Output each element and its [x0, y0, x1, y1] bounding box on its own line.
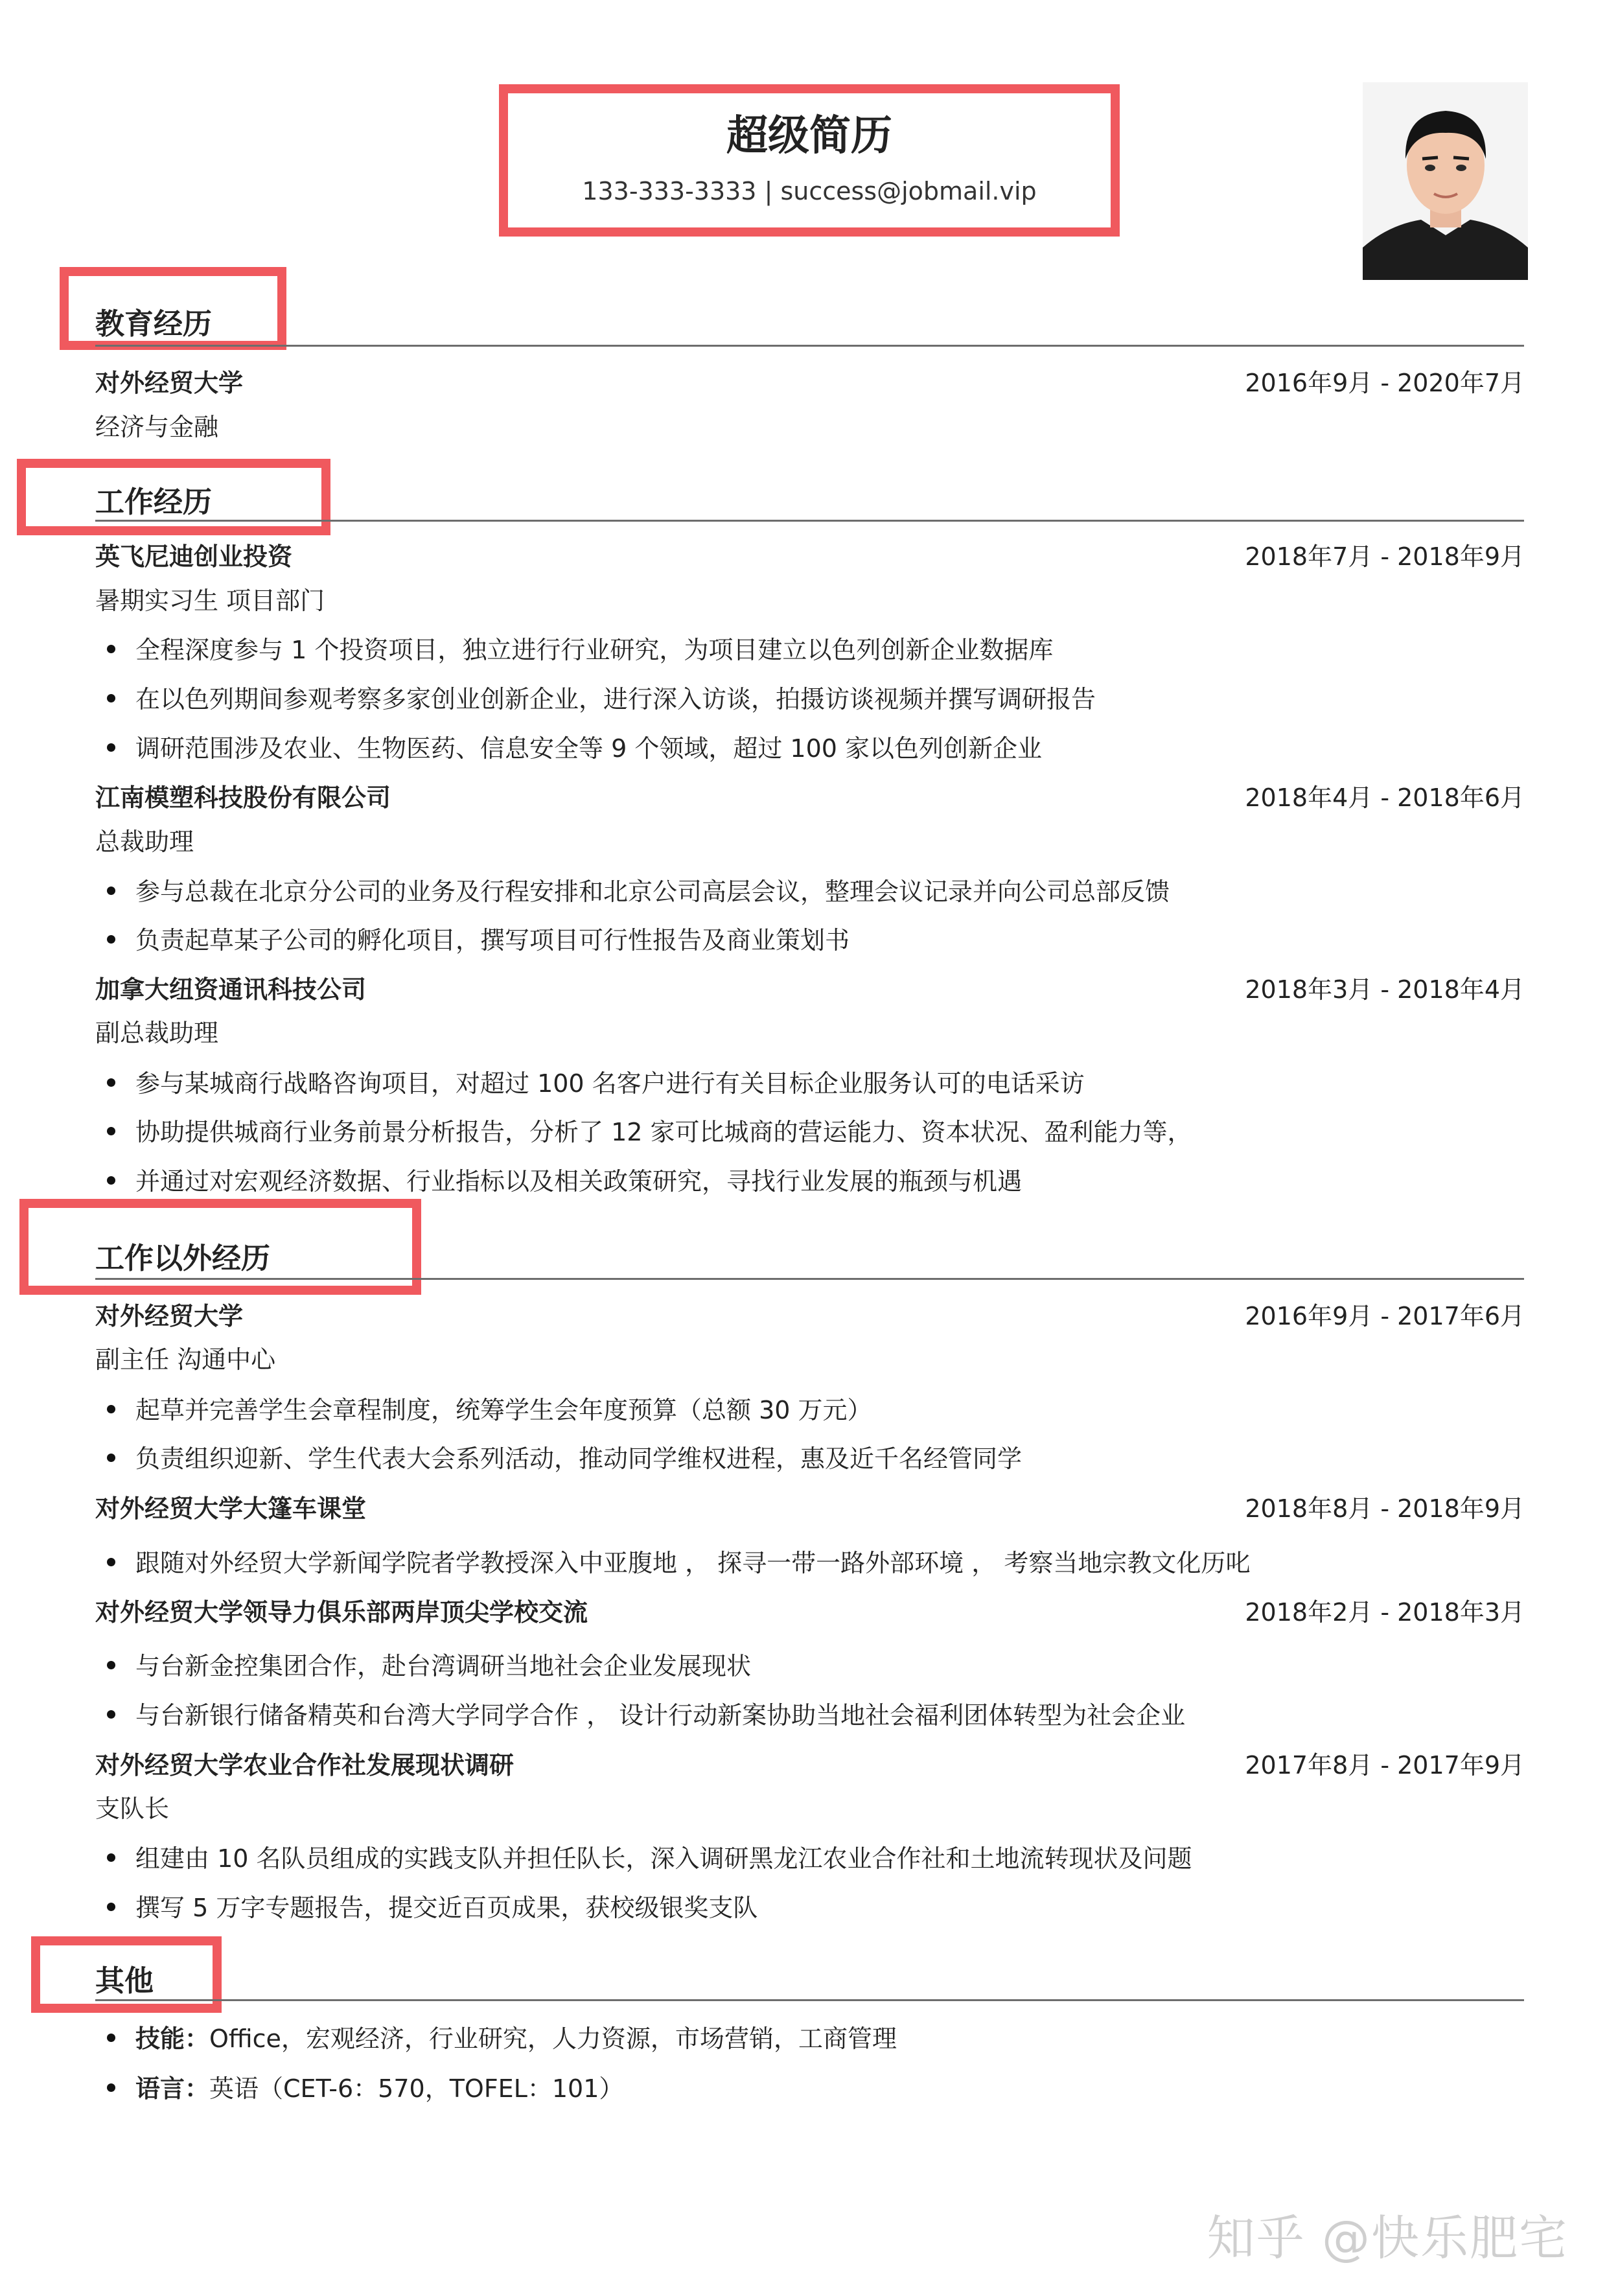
activity-name: 对外经贸大学农业合作社发展现状调研	[95, 1751, 514, 1780]
activity-date: 2018年2月 - 2018年3月	[1245, 1598, 1525, 1627]
section-divider	[95, 520, 1524, 522]
bullet-dot-icon	[107, 694, 115, 702]
activity-name: 对外经贸大学	[95, 1302, 244, 1330]
bullet-dot-icon	[107, 1661, 115, 1669]
skills-label: 技能：	[135, 2024, 210, 2053]
activity-role: 支队长	[95, 1794, 170, 1823]
section-title-education: 教育经历	[95, 307, 213, 341]
portrait-image	[1363, 82, 1528, 280]
section-divider	[95, 1278, 1524, 1280]
bullet-dot-icon	[107, 935, 115, 944]
work-role: 副总裁助理	[95, 1019, 219, 1047]
bullet-dot-icon	[107, 2083, 115, 2092]
skills-value: Office，宏观经济，行业研究，人力资源，市场营销，工商管理	[209, 2024, 897, 2053]
watermark: 知乎 @快乐肥宅	[1207, 2210, 1568, 2266]
bullet-dot-icon	[107, 1078, 115, 1087]
activity-name: 对外经贸大学大篷车课堂	[95, 1494, 367, 1523]
bullet-dot-icon	[107, 1853, 115, 1862]
bullet-dot-icon	[107, 1454, 115, 1462]
list-item: 与台新金控集团合作，赴台湾调研当地社会企业发展现状	[107, 1646, 751, 1682]
work-role: 暑期实习生 项目部门	[95, 586, 325, 615]
bullet-dot-icon	[107, 1176, 115, 1185]
list-item: 负责组织迎新、学生代表大会系列活动，推动同学维权进程，惠及近千名经管同学	[107, 1439, 1022, 1474]
section-title-work: 工作经历	[95, 485, 213, 519]
section-title-extra: 工作以外经历	[95, 1241, 271, 1275]
list-item: 起草并完善学生会章程制度，统筹学生会年度预算（总额 30 万元）	[107, 1390, 872, 1426]
resume-title: 超级简历	[726, 112, 892, 160]
education-major: 经济与金融	[95, 413, 219, 441]
work-date: 2018年3月 - 2018年4月	[1245, 975, 1525, 1004]
bullet-dot-icon	[107, 1558, 115, 1566]
bullet-dot-icon	[107, 1710, 115, 1719]
activity-date: 2018年8月 - 2018年9月	[1245, 1494, 1525, 1523]
list-item: 与台新银行储备精英和台湾大学同学合作 ， 设计行动新案协助当地社会福利团体转型为社会企业	[107, 1695, 1185, 1731]
list-item: 并通过对宏观经济数据、行业指标以及相关政策研究，寻找行业发展的瓶颈与机遇	[107, 1161, 1022, 1197]
list-item: 在以色列期间参观考察多家创业创新企业，进行深入访谈，拍摄访谈视频并撰写调研报告	[107, 679, 1096, 715]
section-divider	[95, 345, 1524, 347]
work-company: 加拿大纽资通讯科技公司	[95, 975, 367, 1004]
bullet-dot-icon	[107, 2034, 115, 2042]
work-company: 江南模塑科技股份有限公司	[95, 783, 391, 812]
list-item: 组建由 10 名队员组成的实践支队并担任队长，深入调研黑龙江农业合作社和土地流转现状及问题	[107, 1838, 1192, 1874]
language-value: 英语（CET-6：570，TOFEL：101）	[209, 2074, 624, 2103]
work-date: 2018年4月 - 2018年6月	[1245, 783, 1525, 812]
activity-date: 2016年9月 - 2017年6月	[1245, 1302, 1525, 1330]
list-item: 负责起草某子公司的孵化项目，撰写项目可行性报告及商业策划书	[107, 920, 850, 956]
section-divider	[95, 1999, 1524, 2001]
list-item: 撰写 5 万字专题报告，提交近百页成果，获校级银奖支队	[107, 1888, 757, 1923]
education-date: 2016年9月 - 2020年7月	[1245, 369, 1525, 397]
bullet-dot-icon	[107, 743, 115, 752]
list-item: 跟随对外经贸大学新闻学院者学教授深入中亚腹地 ， 探寻一带一路外部环境 ， 考察当地宗教文化历叱	[107, 1543, 1250, 1579]
list-item: 协助提供城商行业务前景分析报告，分析了 12 家可比城商的营运能力、资本状况、盈利能力等，	[107, 1112, 1192, 1148]
list-item	[107, 2019, 897, 2054]
bullet-dot-icon	[107, 887, 115, 895]
bullet-dot-icon	[107, 1405, 115, 1413]
work-role: 总裁助理	[95, 828, 194, 856]
activity-role: 副主任 沟通中心	[95, 1345, 276, 1374]
work-company: 英飞尼迪创业投资	[95, 542, 293, 571]
list-item	[107, 2069, 623, 2104]
profile-photo	[1363, 82, 1528, 280]
language-label: 语言：	[135, 2074, 210, 2103]
bullet-dot-icon	[107, 1903, 115, 1911]
section-title-other: 其他	[95, 1964, 154, 1998]
list-item: 全程深度参与 1 个投资项目，独立进行行业研究，为项目建立以色列创新企业数据库	[107, 630, 1053, 666]
list-item: 参与某城商行战略咨询项目，对超过 100 名客户进行有关目标企业服务认可的电话采访	[107, 1063, 1085, 1099]
activity-name: 对外经贸大学领导力俱乐部两岸顶尖学校交流	[95, 1598, 588, 1627]
list-item: 调研范围涉及农业、生物医药、信息安全等 9 个领域，超过 100 家以色列创新企业	[107, 728, 1042, 764]
education-school: 对外经贸大学	[95, 369, 244, 397]
work-date: 2018年7月 - 2018年9月	[1245, 542, 1525, 571]
contact-info: 133-333-3333 | success@jobmail.vip	[582, 177, 1037, 205]
list-item: 参与总裁在北京分公司的业务及行程安排和北京公司高层会议，整理会议记录并向公司总部反馈	[107, 872, 1170, 907]
activity-date: 2017年8月 - 2017年9月	[1245, 1751, 1525, 1780]
bullet-dot-icon	[107, 1127, 115, 1135]
bullet-dot-icon	[107, 645, 115, 653]
